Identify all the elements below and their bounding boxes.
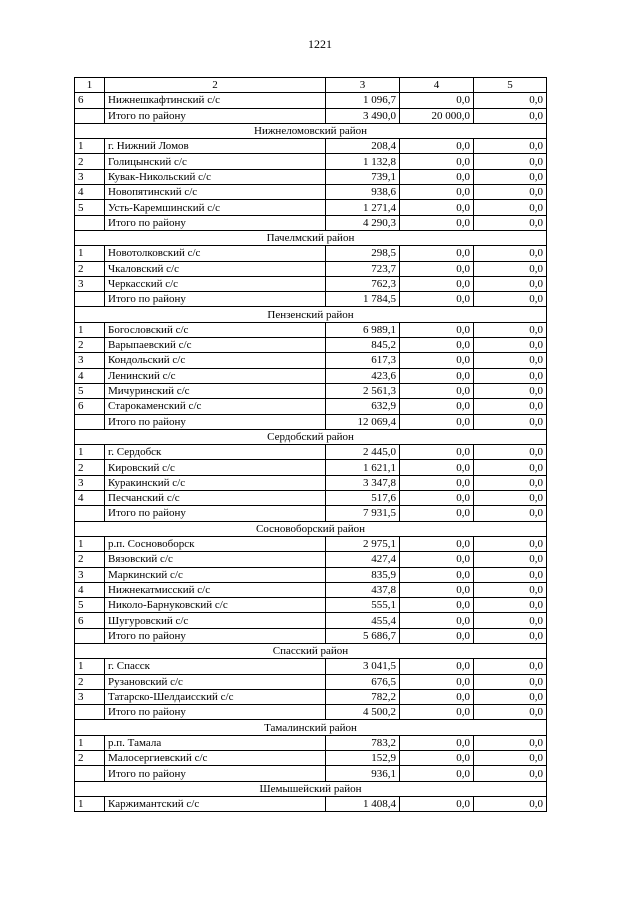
value-col-3: 3 041,5 <box>326 659 400 674</box>
header-cell-2: 2 <box>105 78 326 93</box>
section-row <box>75 307 547 322</box>
value-col-5: 0,0 <box>474 185 547 200</box>
settlement-name: г. Сердобск <box>105 445 326 460</box>
settlement-name: Каржимантский с/с <box>105 796 326 811</box>
row-number: 2 <box>75 154 105 169</box>
row-number: 4 <box>75 368 105 383</box>
settlement-name: Итого по району <box>105 414 326 429</box>
value-col-3: 3 347,8 <box>326 475 400 490</box>
value-col-5: 0,0 <box>474 399 547 414</box>
settlement-name: Николо-Барнуковский с/с <box>105 598 326 613</box>
settlement-name: Маркинский с/с <box>105 567 326 582</box>
value-col-4: 0,0 <box>400 215 474 230</box>
district-title: Сердобский район <box>75 429 547 444</box>
value-col-4: 0,0 <box>400 368 474 383</box>
value-col-4: 0,0 <box>400 506 474 521</box>
table-row <box>75 276 547 291</box>
settlement-name: Итого по району <box>105 108 326 123</box>
table-row <box>75 552 547 567</box>
value-col-3: 676,5 <box>326 674 400 689</box>
total-row <box>75 414 547 429</box>
settlement-name: Рузановский с/с <box>105 674 326 689</box>
value-col-5: 0,0 <box>474 353 547 368</box>
value-col-3: 617,3 <box>326 353 400 368</box>
district-title: Спасский район <box>75 643 547 658</box>
row-number: 5 <box>75 598 105 613</box>
district-title: Сосновоборский район <box>75 521 547 536</box>
value-col-4: 0,0 <box>400 536 474 551</box>
value-col-3: 4 500,2 <box>326 705 400 720</box>
table-row <box>75 246 547 261</box>
value-col-5: 0,0 <box>474 292 547 307</box>
row-number: 2 <box>75 338 105 353</box>
value-col-4: 0,0 <box>400 598 474 613</box>
table-row <box>75 154 547 169</box>
settlement-name: Куракинский с/с <box>105 475 326 490</box>
header-cell-4: 4 <box>400 78 474 93</box>
row-number: 4 <box>75 582 105 597</box>
value-col-4: 0,0 <box>400 445 474 460</box>
settlement-name: Песчанский с/с <box>105 491 326 506</box>
settlement-name: Татарско-Шелдаисский с/с <box>105 689 326 704</box>
value-col-3: 3 490,0 <box>326 108 400 123</box>
row-number: 3 <box>75 276 105 291</box>
value-col-4: 0,0 <box>400 796 474 811</box>
table-row <box>75 93 547 108</box>
row-number: 2 <box>75 674 105 689</box>
value-col-5: 0,0 <box>474 215 547 230</box>
value-col-3: 723,7 <box>326 261 400 276</box>
settlement-name: Новотолковский с/с <box>105 246 326 261</box>
table-row <box>75 475 547 490</box>
value-col-3: 1 621,1 <box>326 460 400 475</box>
settlement-name: Итого по району <box>105 705 326 720</box>
value-col-3: 208,4 <box>326 139 400 154</box>
value-col-4: 0,0 <box>400 613 474 628</box>
table-row <box>75 491 547 506</box>
value-col-5: 0,0 <box>474 766 547 781</box>
value-col-5: 0,0 <box>474 796 547 811</box>
value-col-5: 0,0 <box>474 154 547 169</box>
value-col-4: 0,0 <box>400 185 474 200</box>
value-col-3: 2 445,0 <box>326 445 400 460</box>
district-title: Пачелмский район <box>75 230 547 245</box>
row-number: 4 <box>75 185 105 200</box>
settlement-name: Нижнекатмисский с/с <box>105 582 326 597</box>
value-col-5: 0,0 <box>474 169 547 184</box>
value-col-4: 0,0 <box>400 93 474 108</box>
table-row <box>75 169 547 184</box>
value-col-4: 0,0 <box>400 246 474 261</box>
table-row <box>75 674 547 689</box>
section-row <box>75 230 547 245</box>
value-col-4: 0,0 <box>400 154 474 169</box>
value-col-4: 0,0 <box>400 460 474 475</box>
row-number: 2 <box>75 552 105 567</box>
value-col-5: 0,0 <box>474 659 547 674</box>
row-number: 2 <box>75 751 105 766</box>
district-title: Тамалинский район <box>75 720 547 735</box>
value-col-5: 0,0 <box>474 139 547 154</box>
value-col-5: 0,0 <box>474 613 547 628</box>
table-row <box>75 460 547 475</box>
value-col-3: 2 561,3 <box>326 383 400 398</box>
value-col-5: 0,0 <box>474 628 547 643</box>
value-col-3: 1 271,4 <box>326 200 400 215</box>
value-col-4: 0,0 <box>400 169 474 184</box>
row-number <box>75 292 105 307</box>
row-number <box>75 628 105 643</box>
total-row <box>75 506 547 521</box>
district-title: Нижнеломовский район <box>75 123 547 138</box>
settlement-name: Чкаловский с/с <box>105 261 326 276</box>
value-col-5: 0,0 <box>474 491 547 506</box>
settlement-name: Кувак-Никольский с/с <box>105 169 326 184</box>
settlement-name: Вязовский с/с <box>105 552 326 567</box>
settlement-name: г. Нижний Ломов <box>105 139 326 154</box>
table-row <box>75 368 547 383</box>
value-col-3: 1 408,4 <box>326 796 400 811</box>
value-col-4: 20 000,0 <box>400 108 474 123</box>
value-col-3: 12 069,4 <box>326 414 400 429</box>
row-number <box>75 215 105 230</box>
table-row <box>75 582 547 597</box>
value-col-3: 437,8 <box>326 582 400 597</box>
section-row <box>75 781 547 796</box>
settlement-name: Кировский с/с <box>105 460 326 475</box>
total-row <box>75 766 547 781</box>
table-body <box>75 78 547 812</box>
value-col-4: 0,0 <box>400 353 474 368</box>
settlement-name: Старокаменский с/с <box>105 399 326 414</box>
settlement-name: Итого по району <box>105 628 326 643</box>
row-number: 4 <box>75 491 105 506</box>
value-col-4: 0,0 <box>400 491 474 506</box>
header-cell-5: 5 <box>474 78 547 93</box>
settlement-name: Нижнешкафтинский с/с <box>105 93 326 108</box>
row-number: 1 <box>75 322 105 337</box>
value-col-3: 938,6 <box>326 185 400 200</box>
row-number: 5 <box>75 383 105 398</box>
row-number <box>75 414 105 429</box>
value-col-5: 0,0 <box>474 322 547 337</box>
table-row <box>75 598 547 613</box>
value-col-5: 0,0 <box>474 536 547 551</box>
table-row <box>75 139 547 154</box>
value-col-5: 0,0 <box>474 582 547 597</box>
settlement-name: р.п. Сосновоборск <box>105 536 326 551</box>
row-number: 6 <box>75 399 105 414</box>
total-row <box>75 108 547 123</box>
value-col-4: 0,0 <box>400 674 474 689</box>
settlement-name: Кондольский с/с <box>105 353 326 368</box>
table-row <box>75 383 547 398</box>
table-row <box>75 200 547 215</box>
section-row <box>75 643 547 658</box>
value-col-3: 2 975,1 <box>326 536 400 551</box>
header-row <box>75 78 547 93</box>
value-col-4: 0,0 <box>400 322 474 337</box>
value-col-5: 0,0 <box>474 276 547 291</box>
value-col-5: 0,0 <box>474 383 547 398</box>
value-col-4: 0,0 <box>400 659 474 674</box>
table-row <box>75 185 547 200</box>
value-col-3: 6 989,1 <box>326 322 400 337</box>
value-col-5: 0,0 <box>474 506 547 521</box>
section-row <box>75 521 547 536</box>
settlement-name: Черкасский с/с <box>105 276 326 291</box>
value-col-5: 0,0 <box>474 674 547 689</box>
value-col-4: 0,0 <box>400 338 474 353</box>
row-number: 1 <box>75 735 105 750</box>
budget-table <box>74 77 547 812</box>
settlement-name: Итого по району <box>105 766 326 781</box>
value-col-3: 835,9 <box>326 567 400 582</box>
value-col-5: 0,0 <box>474 475 547 490</box>
value-col-4: 0,0 <box>400 705 474 720</box>
row-number: 1 <box>75 246 105 261</box>
table-row <box>75 399 547 414</box>
row-number <box>75 506 105 521</box>
value-col-5: 0,0 <box>474 368 547 383</box>
value-col-4: 0,0 <box>400 276 474 291</box>
value-col-3: 7 931,5 <box>326 506 400 521</box>
value-col-4: 0,0 <box>400 261 474 276</box>
value-col-5: 0,0 <box>474 567 547 582</box>
value-col-5: 0,0 <box>474 552 547 567</box>
row-number: 5 <box>75 200 105 215</box>
settlement-name: р.п. Тамала <box>105 735 326 750</box>
value-col-3: 4 290,3 <box>326 215 400 230</box>
row-number: 3 <box>75 475 105 490</box>
value-col-4: 0,0 <box>400 200 474 215</box>
value-col-5: 0,0 <box>474 246 547 261</box>
value-col-5: 0,0 <box>474 414 547 429</box>
value-col-3: 783,2 <box>326 735 400 750</box>
value-col-4: 0,0 <box>400 139 474 154</box>
table-row <box>75 322 547 337</box>
total-row <box>75 215 547 230</box>
value-col-3: 455,4 <box>326 613 400 628</box>
district-title: Шемышейский район <box>75 781 547 796</box>
value-col-4: 0,0 <box>400 414 474 429</box>
table-row <box>75 353 547 368</box>
value-col-4: 0,0 <box>400 766 474 781</box>
settlement-name: Мичуринский с/с <box>105 383 326 398</box>
settlement-name: Шугуровский с/с <box>105 613 326 628</box>
settlement-name: г. Спасск <box>105 659 326 674</box>
total-row <box>75 705 547 720</box>
value-col-3: 845,2 <box>326 338 400 353</box>
total-row <box>75 628 547 643</box>
page-number: 1221 <box>308 37 332 51</box>
value-col-4: 0,0 <box>400 689 474 704</box>
value-col-5: 0,0 <box>474 108 547 123</box>
value-col-3: 1 784,5 <box>326 292 400 307</box>
section-row <box>75 720 547 735</box>
table-row <box>75 445 547 460</box>
header-cell-3: 3 <box>326 78 400 93</box>
row-number: 6 <box>75 613 105 628</box>
settlement-name: Богословский с/с <box>105 322 326 337</box>
table-row <box>75 751 547 766</box>
settlement-name: Голицынский с/с <box>105 154 326 169</box>
value-col-3: 936,1 <box>326 766 400 781</box>
value-col-4: 0,0 <box>400 552 474 567</box>
row-number <box>75 705 105 720</box>
value-col-3: 739,1 <box>326 169 400 184</box>
value-col-3: 782,2 <box>326 689 400 704</box>
table-row <box>75 689 547 704</box>
value-col-5: 0,0 <box>474 751 547 766</box>
settlement-name: Новопятинский с/с <box>105 185 326 200</box>
table-row <box>75 796 547 811</box>
table-row <box>75 536 547 551</box>
row-number: 1 <box>75 536 105 551</box>
value-col-4: 0,0 <box>400 582 474 597</box>
settlement-name: Итого по району <box>105 506 326 521</box>
section-row <box>75 429 547 444</box>
value-col-4: 0,0 <box>400 735 474 750</box>
value-col-3: 427,4 <box>326 552 400 567</box>
value-col-5: 0,0 <box>474 460 547 475</box>
value-col-5: 0,0 <box>474 705 547 720</box>
row-number <box>75 766 105 781</box>
value-col-5: 0,0 <box>474 735 547 750</box>
row-number: 1 <box>75 659 105 674</box>
district-title: Пензенский район <box>75 307 547 322</box>
value-col-3: 1 096,7 <box>326 93 400 108</box>
settlement-name: Ленинский с/с <box>105 368 326 383</box>
value-col-4: 0,0 <box>400 628 474 643</box>
table-row <box>75 735 547 750</box>
row-number: 2 <box>75 460 105 475</box>
table-row <box>75 659 547 674</box>
value-col-3: 5 686,7 <box>326 628 400 643</box>
value-col-4: 0,0 <box>400 399 474 414</box>
settlement-name: Итого по району <box>105 292 326 307</box>
row-number: 1 <box>75 445 105 460</box>
row-number: 3 <box>75 169 105 184</box>
settlement-name: Варыпаевский с/с <box>105 338 326 353</box>
value-col-4: 0,0 <box>400 383 474 398</box>
header-cell-1: 1 <box>75 78 105 93</box>
row-number: 3 <box>75 567 105 582</box>
row-number: 2 <box>75 261 105 276</box>
row-number: 3 <box>75 353 105 368</box>
value-col-5: 0,0 <box>474 200 547 215</box>
table-row <box>75 261 547 276</box>
table-row <box>75 338 547 353</box>
value-col-3: 632,9 <box>326 399 400 414</box>
value-col-5: 0,0 <box>474 261 547 276</box>
value-col-4: 0,0 <box>400 475 474 490</box>
row-number: 3 <box>75 689 105 704</box>
value-col-5: 0,0 <box>474 689 547 704</box>
value-col-3: 762,3 <box>326 276 400 291</box>
value-col-4: 0,0 <box>400 292 474 307</box>
value-col-3: 423,6 <box>326 368 400 383</box>
value-col-4: 0,0 <box>400 751 474 766</box>
settlement-name: Усть-Каремшинский с/с <box>105 200 326 215</box>
value-col-5: 0,0 <box>474 338 547 353</box>
row-number: 1 <box>75 139 105 154</box>
value-col-3: 555,1 <box>326 598 400 613</box>
value-col-5: 0,0 <box>474 93 547 108</box>
row-number: 6 <box>75 93 105 108</box>
value-col-3: 152,9 <box>326 751 400 766</box>
value-col-3: 1 132,8 <box>326 154 400 169</box>
value-col-5: 0,0 <box>474 445 547 460</box>
value-col-4: 0,0 <box>400 567 474 582</box>
section-row <box>75 123 547 138</box>
settlement-name: Итого по району <box>105 215 326 230</box>
row-number <box>75 108 105 123</box>
table-row <box>75 567 547 582</box>
table-row <box>75 613 547 628</box>
value-col-3: 298,5 <box>326 246 400 261</box>
value-col-3: 517,6 <box>326 491 400 506</box>
settlement-name: Малосергиевский с/с <box>105 751 326 766</box>
row-number: 1 <box>75 796 105 811</box>
total-row <box>75 292 547 307</box>
value-col-5: 0,0 <box>474 598 547 613</box>
